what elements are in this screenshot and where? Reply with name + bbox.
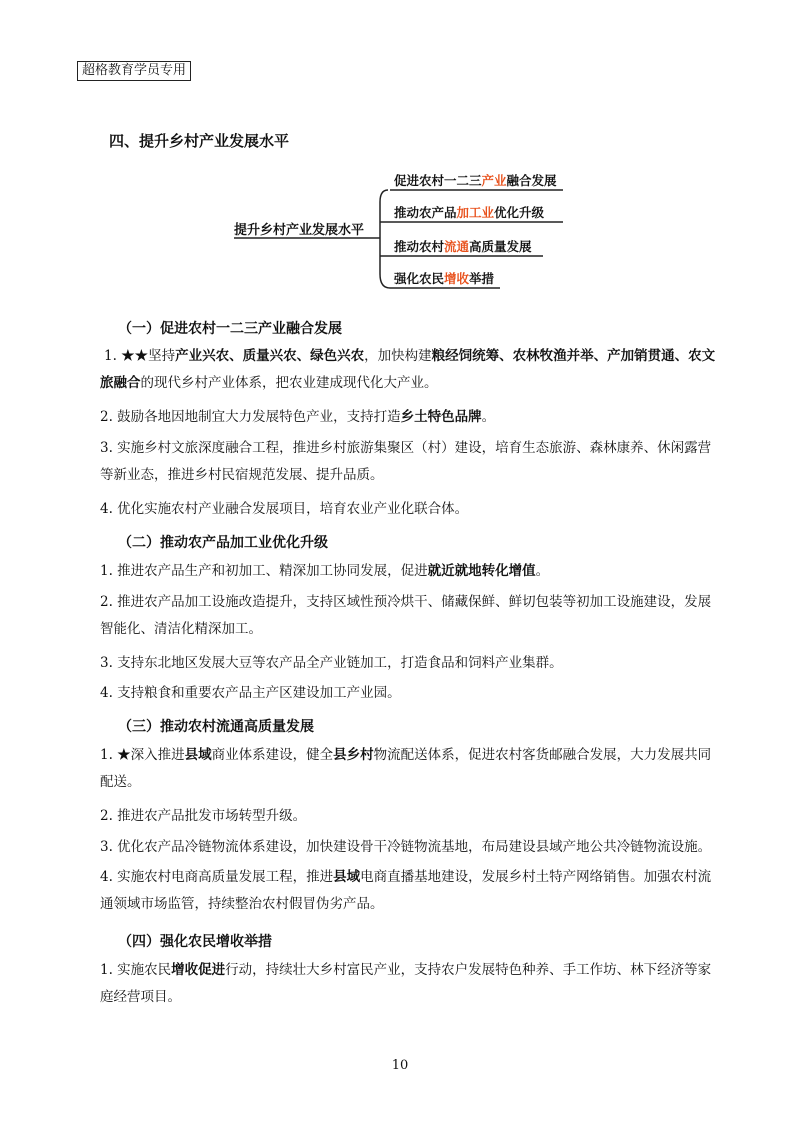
paragraph: 4. 优化实施农村产业融合发展项目，培育农业产业化联合体。: [100, 501, 469, 517]
mind-map-root: 提升乡村产业发展水平: [234, 223, 365, 238]
branch-highlight: 增收: [444, 271, 470, 286]
paragraph: 4. 支持粮食和重要农产品主产区建设加工产业园。: [100, 685, 401, 701]
watermark-stamp: 超格教育学员专用: [77, 61, 191, 81]
branch-text: 推动农产品: [394, 205, 457, 220]
branch-text: 举措: [469, 271, 495, 286]
mind-map: [230, 162, 580, 302]
paragraph: 1. 实施农民增收促进行动，持续壮大乡村富民产业，支持农户发展特色种养、手工作坊、林下经济等家庭经营项目。: [100, 962, 712, 1005]
paragraph: 3. 支持东北地区发展大豆等农产品全产业链加工，打造食品和饲料产业集群。: [100, 655, 563, 671]
section-title: 四、提升乡村产业发展水平: [109, 132, 290, 150]
bracket-curve: [380, 190, 390, 288]
paragraph: 4. 实施农村电商高质量发展工程，推进县域电商直播基地建设，发展乡村土特产网络销售。加强农村流通领域市场监管，持续整治农村假冒伪劣产品。: [100, 869, 712, 912]
paragraph: 3. 实施乡村文旅深度融合工程，推进乡村旅游集聚区（村）建设，培育生态旅游、森林康养、休闲露营等新业态，推进乡村民宿规范发展、提升品质。: [100, 440, 712, 483]
subsection-title-3: （三）推动农村流通高质量发展: [118, 719, 314, 735]
branch-text: 优化升级: [494, 205, 545, 220]
subsection-title-2: （二）推动农产品加工业优化升级: [118, 535, 328, 551]
branch-highlight: 加工业: [456, 205, 495, 220]
branch-text: 强化农民: [394, 271, 445, 286]
mind-map-branch-1: [394, 171, 557, 189]
branch-text: 推动农村: [394, 239, 445, 254]
subsection-title-4: （四）强化农民增收举措: [118, 934, 272, 950]
mind-map-branch-4: [394, 269, 494, 287]
branch-highlight: 流通: [444, 239, 470, 254]
mind-map-branch-3: [394, 237, 532, 255]
paragraph: 3. 优化农产品冷链物流体系建设，加快建设骨干冷链物流基地，布局建设县域产地公共冷链物流设施。: [100, 839, 712, 855]
page-number: 10: [391, 1058, 409, 1073]
paragraph: 2. 推进农产品加工设施改造提升，支持区域性预冷烘干、储藏保鲜、鲜切包装等初加工设施建设，发展智能化、清洁化精深加工。: [100, 594, 712, 637]
paragraph: 1. 推进农产品生产和初加工、精深加工协同发展，促进就近就地转化增值。: [100, 563, 550, 579]
paragraph: 2. 推进农产品批发市场转型升级。: [100, 808, 307, 824]
paragraph: 1. ★★坚持产业兴农、质量兴农、绿色兴农，加快构建粮经饲统筹、农林牧渔并举、产加销贯通、农文旅融合的现代乡村产业体系，把农业建成现代化大产业。: [100, 348, 716, 391]
paragraph: 2. 鼓励各地因地制宜大力发展特色产业，支持打造乡土特色品牌。: [100, 409, 496, 425]
branch-text: 高质量发展: [469, 239, 532, 254]
paragraph: 1. ★深入推进县域商业体系建设，健全县乡村物流配送体系，促进农村客货邮融合发展，大力发展共同配送。: [100, 747, 712, 790]
branch-highlight: 产业: [481, 173, 507, 188]
subsection-title-1: （一）促进农村一二三产业融合发展: [118, 321, 342, 337]
branch-text: 促进农村一二三: [394, 173, 482, 188]
branch-text: 融合发展: [506, 173, 557, 188]
mind-map-branch-2: [394, 203, 544, 221]
